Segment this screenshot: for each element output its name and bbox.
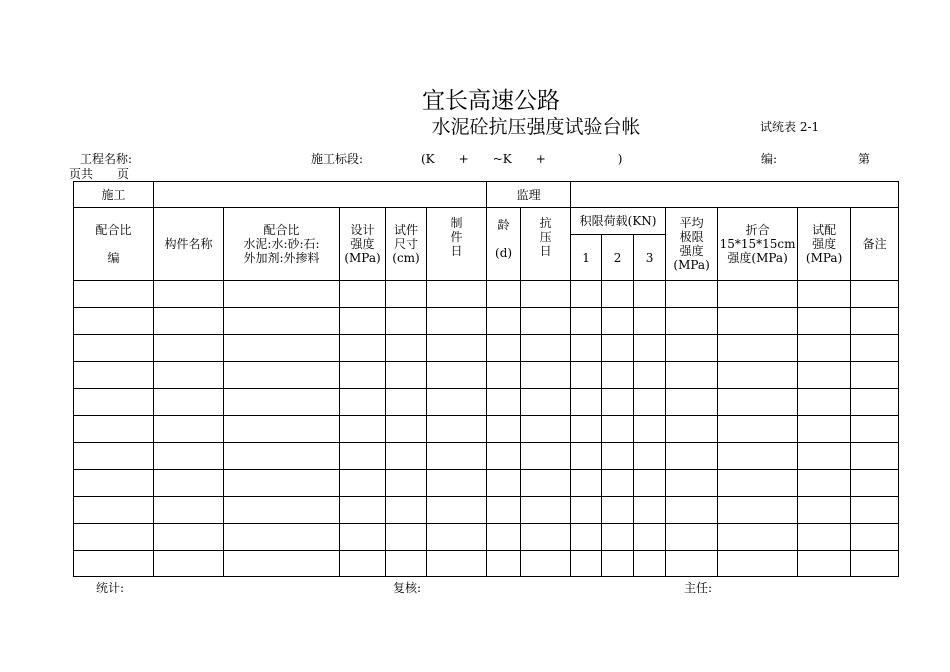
table-cell[interactable] [154, 443, 224, 470]
table-cell[interactable] [427, 497, 487, 524]
construction-value[interactable] [154, 182, 487, 208]
table-cell[interactable] [386, 362, 427, 389]
table-cell[interactable] [487, 443, 521, 470]
construction-label: 施工 [74, 182, 154, 208]
table-cell[interactable] [224, 470, 340, 497]
table-cell[interactable] [386, 497, 427, 524]
table-cell[interactable] [224, 335, 340, 362]
table-cell[interactable] [386, 551, 427, 577]
table-cell[interactable] [154, 335, 224, 362]
table-cell[interactable] [487, 389, 521, 416]
table-cell[interactable] [666, 335, 718, 362]
table-cell[interactable] [74, 281, 154, 308]
table-cell[interactable] [154, 281, 224, 308]
table-cell[interactable] [798, 443, 851, 470]
statistician-label: 统计: [96, 581, 125, 595]
table-cell[interactable] [386, 416, 427, 443]
page-number-label: 第 [858, 152, 871, 166]
table-cell[interactable] [224, 524, 340, 551]
stake-range: (K + ~K + ) [421, 152, 623, 166]
col-converted-strength: 折合 15*15*15cm 强度(MPa) [718, 208, 798, 281]
table-cell[interactable] [718, 470, 798, 497]
table-cell[interactable] [798, 362, 851, 389]
table-cell[interactable] [718, 362, 798, 389]
table-cell[interactable] [521, 308, 571, 335]
table-cell[interactable] [602, 551, 634, 577]
table-cell[interactable] [571, 524, 602, 551]
table-cell[interactable] [666, 389, 718, 416]
table-cell[interactable] [427, 524, 487, 551]
table-cell[interactable] [340, 443, 386, 470]
table-cell[interactable] [521, 443, 571, 470]
table-cell[interactable] [602, 443, 634, 470]
table-cell[interactable] [718, 443, 798, 470]
table-cell[interactable] [851, 362, 899, 389]
table-cell[interactable] [634, 389, 666, 416]
table-cell[interactable] [798, 470, 851, 497]
table-cell[interactable] [386, 389, 427, 416]
table-cell[interactable] [602, 308, 634, 335]
table-cell[interactable] [340, 551, 386, 577]
col-ultimate-load: 积限荷载(KN) [571, 208, 666, 235]
table-cell[interactable] [798, 551, 851, 577]
table-cell[interactable] [571, 308, 602, 335]
table-cell[interactable] [154, 308, 224, 335]
table-cell[interactable] [521, 389, 571, 416]
table-cell[interactable] [851, 389, 899, 416]
table-cell[interactable] [718, 335, 798, 362]
table-cell[interactable] [851, 551, 899, 577]
table-cell[interactable] [224, 416, 340, 443]
table-cell[interactable] [521, 335, 571, 362]
table-cell[interactable] [224, 389, 340, 416]
table-cell[interactable] [634, 443, 666, 470]
table-cell[interactable] [798, 389, 851, 416]
supervision-label: 监理 [487, 182, 571, 208]
table-cell[interactable] [634, 362, 666, 389]
table-cell[interactable] [487, 308, 521, 335]
table-cell[interactable] [487, 362, 521, 389]
table-row [74, 443, 899, 470]
document-subtitle: 水泥砼抗压强度试验台帐 [431, 116, 641, 138]
table-cell[interactable] [224, 497, 340, 524]
table-cell[interactable] [666, 551, 718, 577]
table-cell[interactable] [154, 470, 224, 497]
table-cell[interactable] [666, 362, 718, 389]
table-cell[interactable] [634, 470, 666, 497]
table-cell[interactable] [571, 551, 602, 577]
table-cell[interactable] [718, 281, 798, 308]
col-trial-strength: 试配 强度 (MPa) [798, 208, 851, 281]
table-row [74, 389, 899, 416]
table-cell[interactable] [521, 551, 571, 577]
table-row [74, 497, 899, 524]
table-cell[interactable] [521, 281, 571, 308]
table-cell[interactable] [851, 308, 899, 335]
table-cell[interactable] [634, 551, 666, 577]
table-cell[interactable] [602, 524, 634, 551]
col-load-1: 1 [571, 235, 602, 281]
table-cell[interactable] [718, 389, 798, 416]
table-cell[interactable] [851, 416, 899, 443]
table-cell[interactable] [386, 524, 427, 551]
table-cell[interactable] [602, 389, 634, 416]
supervision-value[interactable] [571, 182, 899, 208]
table-cell[interactable] [602, 416, 634, 443]
table-cell[interactable] [427, 335, 487, 362]
serial-label: 编: [761, 152, 778, 166]
table-cell[interactable] [340, 308, 386, 335]
table-row [74, 470, 899, 497]
table-cell[interactable] [487, 524, 521, 551]
table-cell[interactable] [74, 443, 154, 470]
table-cell[interactable] [224, 362, 340, 389]
table-cell[interactable] [718, 497, 798, 524]
table-cell[interactable] [798, 308, 851, 335]
table-cell[interactable] [74, 551, 154, 577]
table-cell[interactable] [798, 416, 851, 443]
table-cell[interactable] [427, 308, 487, 335]
table-cell[interactable] [666, 281, 718, 308]
table-cell[interactable] [851, 497, 899, 524]
table-row [74, 416, 899, 443]
table-cell[interactable] [487, 470, 521, 497]
table-cell[interactable] [386, 281, 427, 308]
table-cell[interactable] [487, 335, 521, 362]
table-cell[interactable] [74, 389, 154, 416]
table-cell[interactable] [602, 470, 634, 497]
table-cell[interactable] [427, 362, 487, 389]
col-mix-no: 配合比 编 [74, 208, 154, 281]
table-cell[interactable] [571, 497, 602, 524]
table-cell[interactable] [666, 443, 718, 470]
table-cell[interactable] [634, 416, 666, 443]
document-title: 宜长高速公路 [422, 88, 560, 114]
table-row [74, 362, 899, 389]
col-specimen-size: 试件 尺寸 (cm) [386, 208, 427, 281]
table-cell[interactable] [634, 281, 666, 308]
table-cell[interactable] [718, 416, 798, 443]
table-cell[interactable] [571, 470, 602, 497]
section-label: 施工标段: [311, 152, 364, 166]
col-component: 构件名称 [154, 208, 224, 281]
table-cell[interactable] [602, 362, 634, 389]
table-cell[interactable] [851, 524, 899, 551]
table-cell[interactable] [340, 281, 386, 308]
table-row [74, 551, 899, 577]
table-cell[interactable] [154, 551, 224, 577]
table-row [74, 308, 899, 335]
table-cell[interactable] [340, 389, 386, 416]
table-cell[interactable] [386, 443, 427, 470]
table-cell[interactable] [666, 524, 718, 551]
table-cell[interactable] [74, 470, 154, 497]
table-cell[interactable] [74, 524, 154, 551]
table-cell[interactable] [851, 335, 899, 362]
col-load-2: 2 [602, 235, 634, 281]
table-cell[interactable] [154, 497, 224, 524]
table-cell[interactable] [602, 335, 634, 362]
table-cell[interactable] [798, 497, 851, 524]
project-name-label: 工程名称: [80, 152, 133, 166]
table-cell[interactable] [718, 551, 798, 577]
table-cell[interactable] [427, 551, 487, 577]
table-cell[interactable] [74, 308, 154, 335]
table-cell[interactable] [851, 281, 899, 308]
table-row [74, 335, 899, 362]
ledger-table [73, 181, 899, 577]
table-cell[interactable] [386, 308, 427, 335]
table-row [74, 524, 899, 551]
table-cell[interactable] [798, 335, 851, 362]
table-cell[interactable] [666, 308, 718, 335]
table-cell[interactable] [224, 551, 340, 577]
page-total-label: 页共 页 [69, 167, 130, 181]
table-cell[interactable] [571, 389, 602, 416]
col-load-3: 3 [634, 235, 666, 281]
table-cell[interactable] [602, 497, 634, 524]
table-cell[interactable] [427, 281, 487, 308]
table-cell[interactable] [386, 470, 427, 497]
table-cell[interactable] [718, 524, 798, 551]
table-cell[interactable] [74, 335, 154, 362]
table-cell[interactable] [487, 551, 521, 577]
table-cell[interactable] [798, 524, 851, 551]
table-cell[interactable] [851, 443, 899, 470]
table-cell[interactable] [487, 497, 521, 524]
table-cell[interactable] [224, 308, 340, 335]
table-cell[interactable] [521, 497, 571, 524]
table-cell[interactable] [666, 416, 718, 443]
table-cell[interactable] [634, 308, 666, 335]
table-cell[interactable] [666, 497, 718, 524]
table-cell[interactable] [340, 470, 386, 497]
table-cell[interactable] [74, 362, 154, 389]
table-cell[interactable] [224, 443, 340, 470]
table-cell[interactable] [224, 281, 340, 308]
table-cell[interactable] [340, 362, 386, 389]
table-cell[interactable] [340, 524, 386, 551]
table-cell[interactable] [602, 281, 634, 308]
table-cell[interactable] [427, 416, 487, 443]
table-cell[interactable] [666, 470, 718, 497]
col-made-date: 制 件 日 [427, 208, 487, 281]
table-cell[interactable] [340, 497, 386, 524]
table-cell[interactable] [571, 416, 602, 443]
table-cell[interactable] [386, 335, 427, 362]
table-cell[interactable] [634, 497, 666, 524]
table-cell[interactable] [427, 470, 487, 497]
col-design-strength: 设计 强度 (MPa) [340, 208, 386, 281]
table-cell[interactable] [487, 416, 521, 443]
table-cell[interactable] [634, 335, 666, 362]
table-cell[interactable] [521, 362, 571, 389]
director-label: 主任: [684, 581, 713, 595]
table-cell[interactable] [340, 335, 386, 362]
table-cell[interactable] [798, 281, 851, 308]
table-cell[interactable] [427, 443, 487, 470]
table-cell[interactable] [154, 416, 224, 443]
table-cell[interactable] [718, 308, 798, 335]
reviewer-label: 复核: [393, 581, 422, 595]
table-cell[interactable] [521, 470, 571, 497]
table-cell[interactable] [851, 470, 899, 497]
table-cell[interactable] [154, 389, 224, 416]
table-cell[interactable] [571, 335, 602, 362]
table-cell[interactable] [487, 281, 521, 308]
table-cell[interactable] [571, 362, 602, 389]
form-number: 试统表 2-1 [760, 120, 820, 134]
table-cell[interactable] [154, 362, 224, 389]
table-cell[interactable] [571, 281, 602, 308]
col-mix-ratio: 配合比 水泥:水:砂:石: 外加剂:外掺料 [224, 208, 340, 281]
table-cell[interactable] [634, 524, 666, 551]
table-cell[interactable] [571, 443, 602, 470]
table-cell[interactable] [427, 389, 487, 416]
table-cell[interactable] [74, 416, 154, 443]
table-cell[interactable] [521, 524, 571, 551]
col-test-date: 抗 压 日 [521, 208, 571, 281]
col-age: 龄 (d) [487, 208, 521, 281]
col-avg-strength: 平均 极限 强度 (MPa) [666, 208, 718, 281]
table-cell[interactable] [340, 416, 386, 443]
table-cell[interactable] [74, 497, 154, 524]
col-remark: 备注 [851, 208, 899, 281]
table-row [74, 281, 899, 308]
table-cell[interactable] [154, 524, 224, 551]
table-cell[interactable] [521, 416, 571, 443]
